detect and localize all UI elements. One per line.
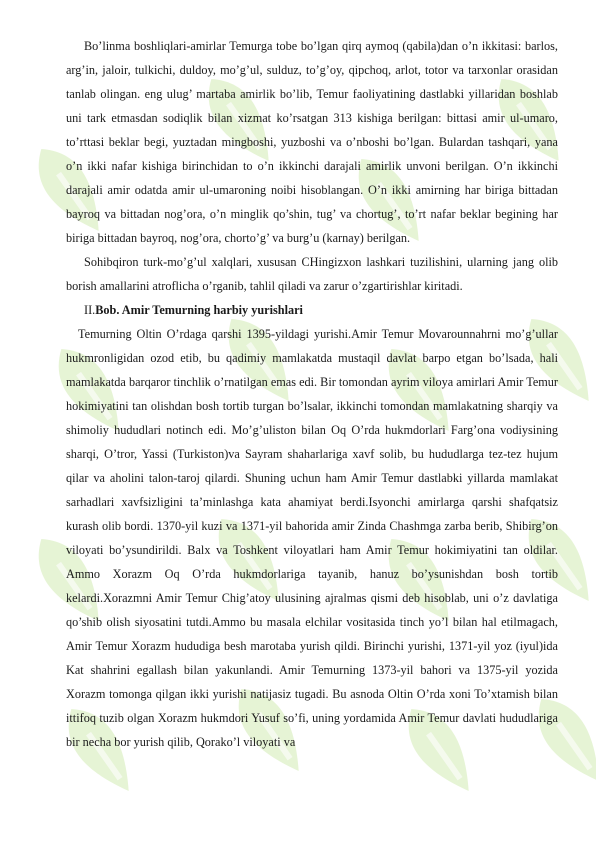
paragraph-2: Sohibqiron turk-mo’g’ul xalqlari, xususan CHingizxon lashkari tuzilishini, ularning jang olib borish amallarini atroflicha o’rganib, tahlil qiladi va zarur o’zgartirishlar kiritadi.	[66, 255, 558, 293]
document-body	[66, 34, 558, 754]
paragraph-3: Temurning Oltin O’rdaga qarshi 1395-yildagi yurishi.Amir Temur Movarounnahrni mo’g’ullar hukmronligidan ozod etib, bu qadimiy mamlakatda mustaqil davlat barpo etgan bo’lsada, hali mamlakatda barqaror tinchlik o’rnatilgan emas edi. Bir tomondan ayrim viloya amirlari Amir Temur hokimiyatini tan olishdan bosh tortib turgan bo’lsalar, ikkinchi tomondan mamlakatning sharqiy va shimoliy hududlari notinch edi. Mo’g’uliston bilan Oq O’rda hukmdorlari Farg’ona vodiysining sharqi, O’tror, Yassi (Turkiston)va Sayram shaharlariga xavf solib, bu hududlarga tez-tez hujum qilar va aholini talon-taroj qilardi. Shuning uchun ham Amir Temur dastlabki yillarda mamlakat sarhadlari xavfsizligini ta’minlashga kata ahamiyat berdi.Isyonchi amirlarga qarshi shafqatsiz kurash olib bordi. 1370-yil kuzi va 1371-yil bahorida amir Zinda Chashmga zarba berib, Shibirg’on viloyati bo’ysundirildi. Balx va Toshkent viloyatlari ham Amir Temur hokimiyatini tan oldilar. Ammo Xorazm Oq O’rda hukmdorlariga tayanib, hanuz bo’ysunishdan bosh tortib kelardi.Xorazmni Amir Temur Chig’atoy ulusining ajralmas qismi deb hisoblab, uni o’z davlatiga qo’shib olish siyosatini tutdi.Ammo bu masala elchilar vositasida tinch yo’l bilan hal etilmagach, Amir Temur Xorazm hududiga besh marotaba yurish qildi. Birinchi yurishi, 1371-yil yoz (iyul)ida Kat shahrini egallash bilan yakunlandi. Amir Temurning 1373-yil bahori va 1375-yil yozida Xorazm tomonga qilgan ikki yurishi natijasiz tugadi. Bu asnoda Oltin O’rda xoni To’xtamish bilan ittifoq tuzib olgan Xorazm hukmdori Yusuf so’fi, uning yordamida Amir Temur davlati hududlariga bir necha bor yurish qilib, Qorako’l viloyati va	[66, 327, 558, 749]
section-number: II.	[84, 303, 96, 317]
section-title: Bob. Amir Temurning harbiy yurishlari	[95, 303, 303, 317]
paragraph-1: Bo’linma boshliqlari-amirlar Temurga tobe bo’lgan qirq aymoq (qabila)dan o’n ikkitasi: barlos, arg’in, jaloir, tulkichi, duldoy, mo’g’ul, sulduz, to’g’oy, qipchoq, arlot, totor va tarxonlar orasidan tanlab olingan. eng ulug’ martaba amirlik bo’lib, Temur faoliyatining dastlabki yillaridan boshlab uni tark etmasdan sodiqlik bilan xizmat ko’rsatgan 313 kishiga berilgan: bittasi amir ul-umaro, to’rttasi beklar begi, yuztadan mingboshi, yuzboshi va o’nboshi bo’lgan. Bulardan tashqari, yana o’n ikki nafar kishiga birinchidan to o’n ikkinchi darajali amirlik unvoni berilgan. O’n ikkinchi darajali amir odatda amir ul-umaroning noibi hisoblangan. O’n ikki amirning har biriga bittadan bayroq va bittadan nog’ora, o’n minglik qo’shin, tug’ va chortug’, to’rt nafar beklar begining har biriga bittadan bayroq, nog’ora, chorto’g’ va burg’u (karnay) berilgan.	[66, 39, 558, 245]
section-heading	[66, 298, 558, 322]
